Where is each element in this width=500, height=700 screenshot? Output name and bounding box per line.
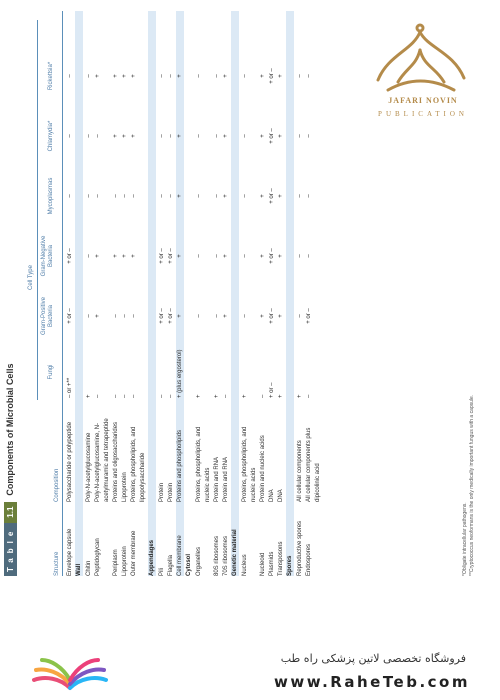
table-row xyxy=(130,11,138,576)
value-cell: + xyxy=(260,74,266,78)
value-cell: – xyxy=(196,254,202,258)
value-cell: – xyxy=(67,74,73,78)
composition-cell: All cellular components xyxy=(297,440,303,502)
value-cell: – xyxy=(95,134,101,138)
value-cell: + xyxy=(95,254,101,258)
section-row xyxy=(185,11,193,576)
column-header: Chlamydia* xyxy=(48,120,54,152)
cell-type-rule xyxy=(37,20,38,400)
value-cell: – xyxy=(67,134,73,138)
value-cell: – xyxy=(159,394,165,398)
structure-cell: Lipoprotein xyxy=(122,546,128,576)
value-cell: – xyxy=(242,74,248,78)
composition-cell: Proteins and oligosaccharides xyxy=(113,421,119,502)
table-row xyxy=(268,11,276,576)
publisher-logo xyxy=(358,20,484,125)
value-cell: – xyxy=(242,314,248,318)
column-header: Composition xyxy=(54,468,60,502)
composition-cell: DNA xyxy=(269,489,275,502)
value-cell: + xyxy=(278,314,284,318)
composition-cell: Poly-N-acetylglucosamine, N- xyxy=(95,422,101,502)
value-cell: + xyxy=(223,314,229,318)
section-label: Spores xyxy=(287,555,293,576)
value-cell: – xyxy=(159,74,165,78)
section-row xyxy=(231,11,239,576)
value-cell: + xyxy=(113,74,119,78)
value-cell: + or – xyxy=(306,308,312,324)
structure-cell: 70S ribosomes xyxy=(223,535,229,576)
structure-cell: Periplasm xyxy=(113,549,119,576)
composition-cell: Lipoprotein xyxy=(122,472,128,502)
value-cell: – xyxy=(122,394,128,398)
value-cell: – xyxy=(297,194,303,198)
value-cell: – xyxy=(159,134,165,138)
table-row xyxy=(85,11,93,576)
table-title: Components of Microbial Cells xyxy=(5,363,15,496)
table-row xyxy=(112,11,120,576)
value-cell: + xyxy=(113,254,119,258)
value-cell: + or – xyxy=(269,382,275,398)
structure-cell: Reproductive spores xyxy=(297,520,303,576)
value-cell: + xyxy=(278,194,284,198)
value-cell: + xyxy=(260,314,266,318)
structure-cell: Cell membrane xyxy=(177,535,183,576)
value-cell: + or – xyxy=(159,248,165,264)
column-header: Gram-Negative Bacteria xyxy=(41,235,54,277)
value-cell: – xyxy=(214,254,220,258)
value-cell: – xyxy=(122,194,128,198)
value-cell: + xyxy=(278,254,284,258)
value-cell: + xyxy=(113,134,119,138)
value-cell: + xyxy=(278,74,284,78)
column-header: Gram-Positive Bacteria xyxy=(41,297,54,336)
value-cell: – xyxy=(242,194,248,198)
composition-cell: Polysaccharide or polypeptide xyxy=(67,421,73,502)
value-cell: + xyxy=(131,134,137,138)
structure-cell: Nucleoid xyxy=(260,552,266,576)
composition-cell: Protein and RNA xyxy=(214,456,220,502)
section-row xyxy=(75,11,83,576)
composition-cell: dipicolinic acid xyxy=(315,463,321,502)
open-book-icon xyxy=(30,648,110,694)
value-cell: + xyxy=(223,194,229,198)
composition-cell: Protein and nucleic acids xyxy=(260,435,266,502)
value-cell: – xyxy=(214,194,220,198)
section-label: Genetic material xyxy=(232,529,238,576)
value-cell: – xyxy=(260,394,266,398)
logo-subtitle: PUBLICATION xyxy=(378,110,468,118)
value-cell: + xyxy=(260,254,266,258)
value-cell: + xyxy=(86,394,92,398)
structure-cell: 80S ribosomes xyxy=(214,535,220,576)
value-cell: + xyxy=(95,314,101,318)
composition-cell: Proteins and phospholipids xyxy=(177,429,183,502)
table-number: 1.1 xyxy=(4,502,17,523)
column-header: Mycoplasmas xyxy=(48,177,54,215)
value-cell: + (plus ergosterol) xyxy=(177,349,183,398)
value-cell: + xyxy=(260,194,266,198)
value-cell: – xyxy=(223,394,229,398)
value-cell: + or – xyxy=(269,68,275,84)
table-row xyxy=(176,11,184,576)
value-cell: + or – xyxy=(269,128,275,144)
value-cell: – xyxy=(86,314,92,318)
value-cell: + or – xyxy=(269,308,275,324)
value-cell: – xyxy=(196,134,202,138)
value-cell: – xyxy=(297,134,303,138)
table-row xyxy=(213,11,221,576)
table-row xyxy=(314,11,322,576)
value-cell: – xyxy=(86,254,92,258)
value-cell: – xyxy=(196,314,202,318)
value-cell: + or – xyxy=(168,248,174,264)
composition-cell: nucleic acids xyxy=(205,467,211,502)
value-cell: – xyxy=(168,74,174,78)
value-cell: – xyxy=(113,194,119,198)
value-cell: + xyxy=(242,394,248,398)
structure-cell: Chitin xyxy=(86,560,92,576)
structure-cell: Organelles xyxy=(196,546,202,576)
table-row xyxy=(259,11,267,576)
value-cell: – xyxy=(168,194,174,198)
table-row xyxy=(305,11,313,576)
value-cell: – xyxy=(86,74,92,78)
composition-cell: acetylmuramic and tetrapeptide xyxy=(104,418,110,502)
value-cell: – xyxy=(306,394,312,398)
value-cell: – xyxy=(242,134,248,138)
value-cell: – xyxy=(113,314,119,318)
value-cell: – xyxy=(242,254,248,258)
value-cell: – xyxy=(95,394,101,398)
value-cell: + xyxy=(297,394,303,398)
value-cell: – xyxy=(297,314,303,318)
structure-cell: Envelope capsule xyxy=(67,528,73,576)
value-cell: – xyxy=(214,74,220,78)
value-cell: + xyxy=(196,394,202,398)
structure-cell: Peptidoglycan xyxy=(95,538,101,576)
value-cell: + xyxy=(177,254,183,258)
table-row xyxy=(94,11,102,576)
logo-name: JAFARI NOVIN xyxy=(388,96,458,105)
value-cell: + xyxy=(223,134,229,138)
structure-cell: Outer membrane xyxy=(131,530,137,576)
store-url[interactable]: www.RaheTeb.com xyxy=(273,673,470,691)
value-cell: + or – xyxy=(168,308,174,324)
store-name: فروشگاه تخصصی لاتین پزشکی راه طب xyxy=(280,652,466,665)
value-cell: + or – xyxy=(159,308,165,324)
table-row xyxy=(222,11,230,576)
section-row xyxy=(148,11,156,576)
structure-cell: Nucleus xyxy=(242,554,248,576)
value-cell: – xyxy=(306,74,312,78)
value-cell: + xyxy=(223,254,229,258)
table-row xyxy=(195,11,203,576)
value-cell: – xyxy=(122,314,128,318)
table-row xyxy=(204,11,212,576)
value-cell: – xyxy=(131,194,137,198)
value-cell: – xyxy=(196,74,202,78)
value-cell: + xyxy=(260,134,266,138)
structure-cell: Pili xyxy=(159,567,165,576)
value-cell: – xyxy=(131,394,137,398)
table-row xyxy=(250,11,258,576)
value-cell: + xyxy=(177,134,183,138)
value-cell: – xyxy=(67,194,73,198)
footnote-2: **Cryptococcus neoformans is the only medically important fungus with a capsule. xyxy=(469,394,475,576)
column-header: Fungi xyxy=(48,364,54,380)
structure-cell: Transposons xyxy=(278,541,284,576)
table-row xyxy=(277,11,285,576)
value-cell: + xyxy=(122,134,128,138)
composition-cell: DNA xyxy=(278,489,284,502)
value-cell: – xyxy=(113,394,119,398)
value-cell: + xyxy=(223,74,229,78)
composition-cell: nucleic acids xyxy=(251,467,257,502)
value-cell: + xyxy=(122,254,128,258)
value-cell: + or – xyxy=(67,308,73,324)
store-banner xyxy=(0,640,500,700)
composition-cell: All cellular components plus xyxy=(306,427,312,502)
composition-cell: Proteins, phospholipids, and xyxy=(196,426,202,502)
value-cell: + or – xyxy=(269,248,275,264)
value-cell: – xyxy=(168,394,174,398)
table-row xyxy=(158,11,166,576)
value-cell: + xyxy=(278,394,284,398)
footnote-1: *Obligate intracellular pathogens. xyxy=(462,502,468,576)
value-cell: – xyxy=(297,74,303,78)
value-cell: – or +** xyxy=(67,377,73,398)
value-cell: + or – xyxy=(269,188,275,204)
value-cell: – xyxy=(214,314,220,318)
column-header: Rickettsia* xyxy=(48,61,54,91)
value-cell: – xyxy=(196,194,202,198)
value-cell: + xyxy=(214,394,220,398)
table-row xyxy=(66,11,74,576)
table-row xyxy=(121,11,129,576)
value-cell: + xyxy=(122,74,128,78)
value-cell: – xyxy=(297,254,303,258)
section-label: Cytosol xyxy=(186,553,192,576)
table-row xyxy=(103,11,111,576)
value-cell: + or – xyxy=(67,248,73,264)
column-header: Structure xyxy=(54,551,60,576)
value-cell: + xyxy=(131,74,137,78)
value-cell: – xyxy=(131,314,137,318)
value-cell: – xyxy=(214,134,220,138)
composition-cell: Protein and RNA xyxy=(223,456,229,502)
value-cell: – xyxy=(306,134,312,138)
composition-cell: Proteins, phospholipids, and xyxy=(131,426,137,502)
table-title-bar xyxy=(2,16,18,576)
composition-cell: Proteins, phospholipids, and xyxy=(242,426,248,502)
structure-cell: Plasmids xyxy=(269,551,275,576)
value-cell: + xyxy=(177,194,183,198)
value-cell: – xyxy=(168,134,174,138)
composition-cell: Protein xyxy=(159,482,165,502)
section-row xyxy=(286,11,294,576)
value-cell: – xyxy=(306,254,312,258)
composition-cell: Protein xyxy=(168,482,174,502)
table-row xyxy=(167,11,175,576)
value-cell: + xyxy=(95,74,101,78)
value-cell: – xyxy=(306,194,312,198)
section-label: Wall xyxy=(76,563,82,576)
table-row xyxy=(241,11,249,576)
table-row xyxy=(139,11,147,576)
composition-cell: Poly-N-acetylglucosamine xyxy=(86,432,92,502)
structure-cell: Flagella xyxy=(168,554,174,576)
value-cell: + xyxy=(278,134,284,138)
value-cell: + xyxy=(177,74,183,78)
header-rule xyxy=(62,11,63,576)
composition-cell: lipopolysaccharide xyxy=(140,452,146,502)
cell-type-heading: Cell Type xyxy=(28,265,34,290)
logo-emblem-icon xyxy=(358,20,484,96)
value-cell: – xyxy=(86,134,92,138)
value-cell: – xyxy=(86,194,92,198)
section-label: Appendages xyxy=(149,539,155,576)
value-cell: – xyxy=(159,194,165,198)
value-cell: + xyxy=(131,254,137,258)
value-cell: + xyxy=(177,314,183,318)
table-label: Table xyxy=(4,523,17,576)
structure-cell: Endospores xyxy=(306,543,312,576)
table-row xyxy=(296,11,304,576)
value-cell: – xyxy=(95,194,101,198)
